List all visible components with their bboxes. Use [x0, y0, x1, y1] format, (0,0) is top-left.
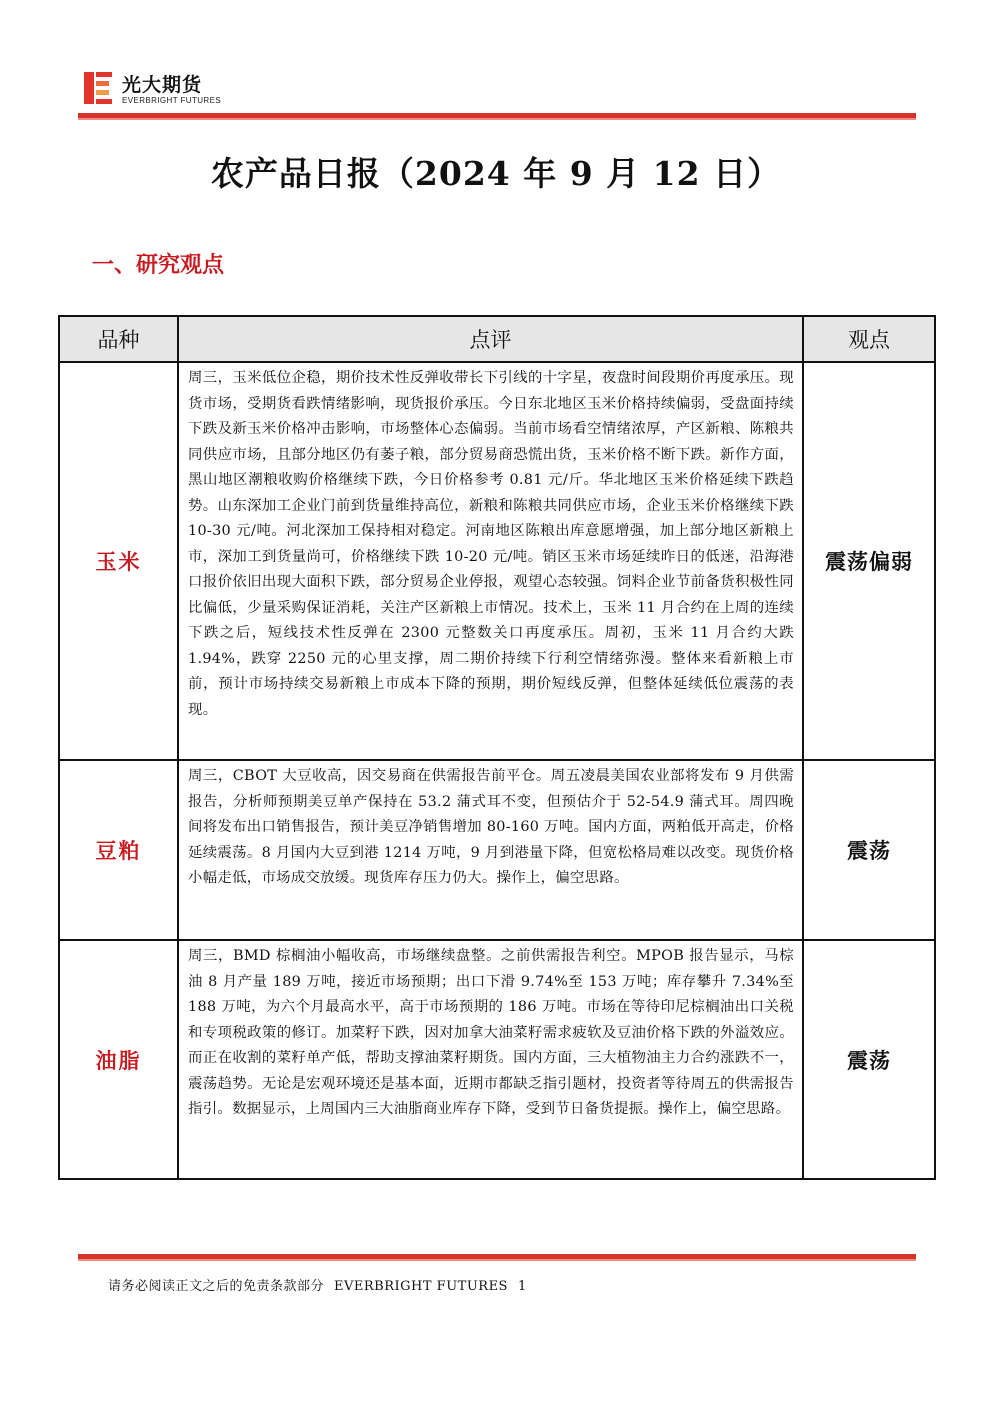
section-heading: 一、研究观点	[92, 252, 225, 278]
footer	[108, 1275, 537, 1294]
table-header-row	[59, 316, 935, 362]
page-number: 1	[517, 1279, 527, 1294]
product-view: 震荡	[803, 940, 935, 1179]
product-comment: 周三，BMD 棕榈油小幅收高，市场继续盘整。之前供需报告利空。MPOB 报告显示，马棕油 8 月产量 189 万吨，接近市场预期；出口下滑 9.74%至 153 万吨；库存攀升 7.34%至 188 万吨，为六个月最高水平，高于市场预期的 186 万吨。市场在等待印尼棕榈油出口关税和专项税政策的修订。加菜籽下跌，因对加拿大油菜籽需求疲软及豆油价格下跌的外溢效应。而正在收割的菜籽单产低，帮助支撑油菜籽期货。国内方面，三大植物油主力合约涨跌不一，震荡趋势。无论是宏观环境还是基本面，近期市都缺乏指引题材，投资者等待周五的供需报告指引。数据显示，上周国内三大油脂商业库存下降，受到节日备货提振。操作上，偏空思路。	[178, 940, 803, 1179]
header-divider	[78, 113, 916, 118]
product-view: 震荡偏弱	[803, 362, 935, 760]
footer-divider	[78, 1254, 916, 1259]
product-name: 油脂	[59, 940, 178, 1179]
company-logo	[84, 70, 244, 110]
product-view: 震荡	[803, 760, 935, 940]
header-comment: 点评	[178, 316, 803, 362]
footer-disclaimer: 请务必阅读正文之后的免责条款部分	[108, 1279, 325, 1294]
logo-english-name: EVERBRIGHT FUTURES	[122, 96, 222, 105]
product-comment: 周三，CBOT 大豆收高，因交易商在供需报告前平仓。周五凌晨美国农业部将发布 9 月供需报告，分析师预期美豆单产保持在 53.2 蒲式耳不变，但预估介于 52-54.9 蒲式耳。周四晚间将发布出口销售报告，预计美豆净销售增加 80-160 万吨。国内方面，两粕低开高走，价格延续震荡。8 月国内大豆到港 1214 万吨，9 月到港量下降，但宽松格局难以改变。现货价格小幅走低，市场成交放缓。现货库存压力仍大。操作上，偏空思路。	[178, 760, 803, 940]
table-row	[59, 940, 935, 1179]
table-row	[59, 760, 935, 940]
research-table	[58, 315, 936, 1180]
product-comment: 周三，玉米低位企稳，期价技术性反弹收带长下引线的十字星，夜盘时间段期价再度承压。现货市场，受期货看跌情绪影响，现货报价承压。今日东北地区玉米价格持续偏弱，受盘面持续下跌及新玉米价格冲击影响，市场整体心态偏弱。当前市场看空情绪浓厚，产区新粮、陈粮共同供应市场，且部分地区仍有萎子粮，部分贸易商恐慌出货，玉米价格不断下跌。新作方面，黑山地区潮粮收购价格继续下跌，今日价格参考 0.81 元/斤。华北地区玉米价格延续下跌趋势。山东深加工企业门前到货量维持高位，新粮和陈粮共同供应市场，企业玉米价格继续下跌 10-30 元/吨。河北深加工保持相对稳定。河南地区陈粮出库意愿增强，加上部分地区新粮上市，深加工到货量尚可，价格继续下跌 10-20 元/吨。销区玉米市场延续昨日的低迷，沿海港口报价依旧出现大面积下跌，部分贸易企业停报，观望心态较强。饲料企业节前备货积极性同比偏低，少量采购保证消耗，关注产区新粮上市情况。技术上，玉米 11 月合约在上周的连续下跌之后，短线技术性反弹在 2300 元整数关口再度承压。周初，玉米 11 月合约大跌 1.94%，跌穿 2250 元的心里支撑，周二期价持续下行利空情绪弥漫。整体来看新粮上市前，预计市场持续交易新粮上市成本下降的预期，期价短线反弹，但整体延续低位震荡的表现。	[178, 362, 803, 760]
header-product: 品种	[59, 316, 178, 362]
header-view: 观点	[803, 316, 935, 362]
table-row	[59, 362, 935, 760]
everbright-logo-icon	[84, 72, 114, 104]
page-title: 农产品日报（2024 年 9 月 12 日）	[210, 154, 782, 193]
product-name: 豆粕	[59, 760, 178, 940]
logo-chinese-name: 光大期货	[122, 74, 203, 96]
footer-brand: EVERBRIGHT FUTURES	[334, 1279, 508, 1294]
product-name: 玉米	[59, 362, 178, 760]
